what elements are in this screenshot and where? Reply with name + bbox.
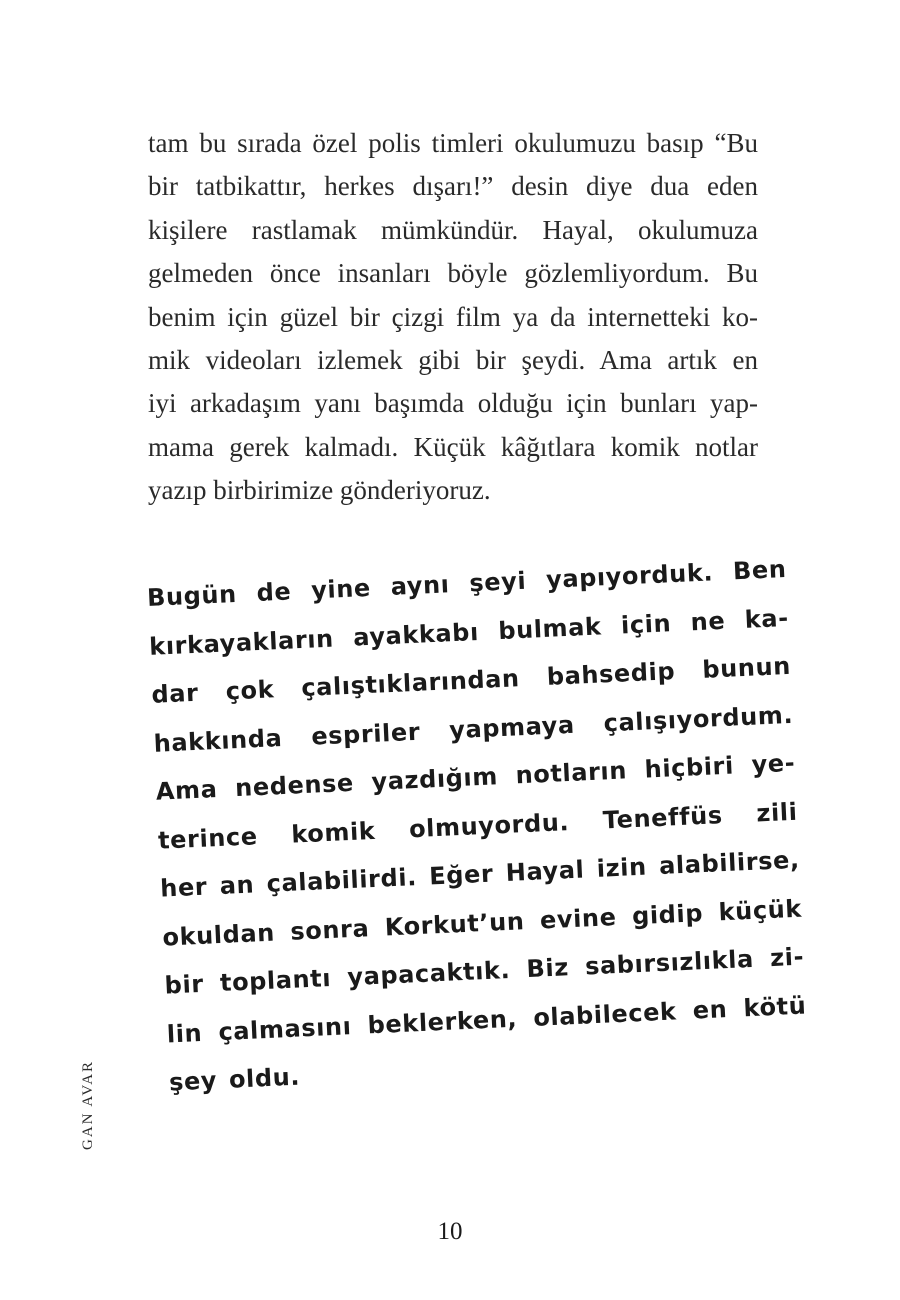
handwritten-line: Bugün de yine aynı şeyi yapıyorduk. Ben xyxy=(146,554,788,612)
handwritten-line: şey oldu. xyxy=(168,1062,301,1097)
body-line: mik videoları izlemek gibi bir şeydi. Ama artık en xyxy=(148,344,758,375)
handwritten-line: terince komik olmuyordu. Teneffüs zili xyxy=(157,797,799,855)
running-head: GAN AVAR xyxy=(80,1059,96,1150)
body-line: gelmeden önce insanları böyle gözlemliyordum. Bu xyxy=(148,258,758,289)
handwritten-paragraph xyxy=(146,545,810,1107)
handwritten-line: her an çalabilirdi. Eğer Hayal izin alabilirse, xyxy=(159,845,801,903)
handwritten-line: kırkayakların ayakkabı bulmak için ne ka- xyxy=(148,603,790,661)
body-line: yazıp birbirimize gönderiyoruz. xyxy=(148,475,491,506)
handwritten-line: okuldan sonra Korkut’un evine gidip küçük xyxy=(161,894,803,952)
body-line: tam bu sırada özel polis timleri okulumuzu basıp “Bu xyxy=(148,128,758,158)
handwritten-line: dar çok çalıştıklarından bahsedip bunun xyxy=(150,651,792,709)
handwritten-line: lin çalmasını beklerken, olabilecek en kötü xyxy=(166,991,807,1049)
body-line: iyi arkadaşım yanı başımda olduğu için bunları yap- xyxy=(148,388,758,419)
body-paragraph xyxy=(148,122,758,513)
body-line: benim için güzel bir çizgi film ya da internetteki ko- xyxy=(148,301,758,332)
body-line: mama gerek kalmadı. Küçük kâğıtlara komik notlar xyxy=(148,431,758,462)
body-line: bir tatbikattır, herkes dışarı!” desin diye dua eden xyxy=(148,171,758,202)
body-line: kişilere rastlamak mümkündür. Hayal, okulumuza xyxy=(148,214,758,245)
page-number: 10 xyxy=(437,1218,463,1245)
handwritten-line: bir toplantı yapacaktık. Biz sabırsızlıkla zi- xyxy=(164,942,805,1000)
handwritten-line: Ama nedense yazdığım notların hiçbiri ye- xyxy=(155,748,796,806)
handwritten-line: hakkında espriler yapmaya çalışıyordum. xyxy=(153,700,794,758)
